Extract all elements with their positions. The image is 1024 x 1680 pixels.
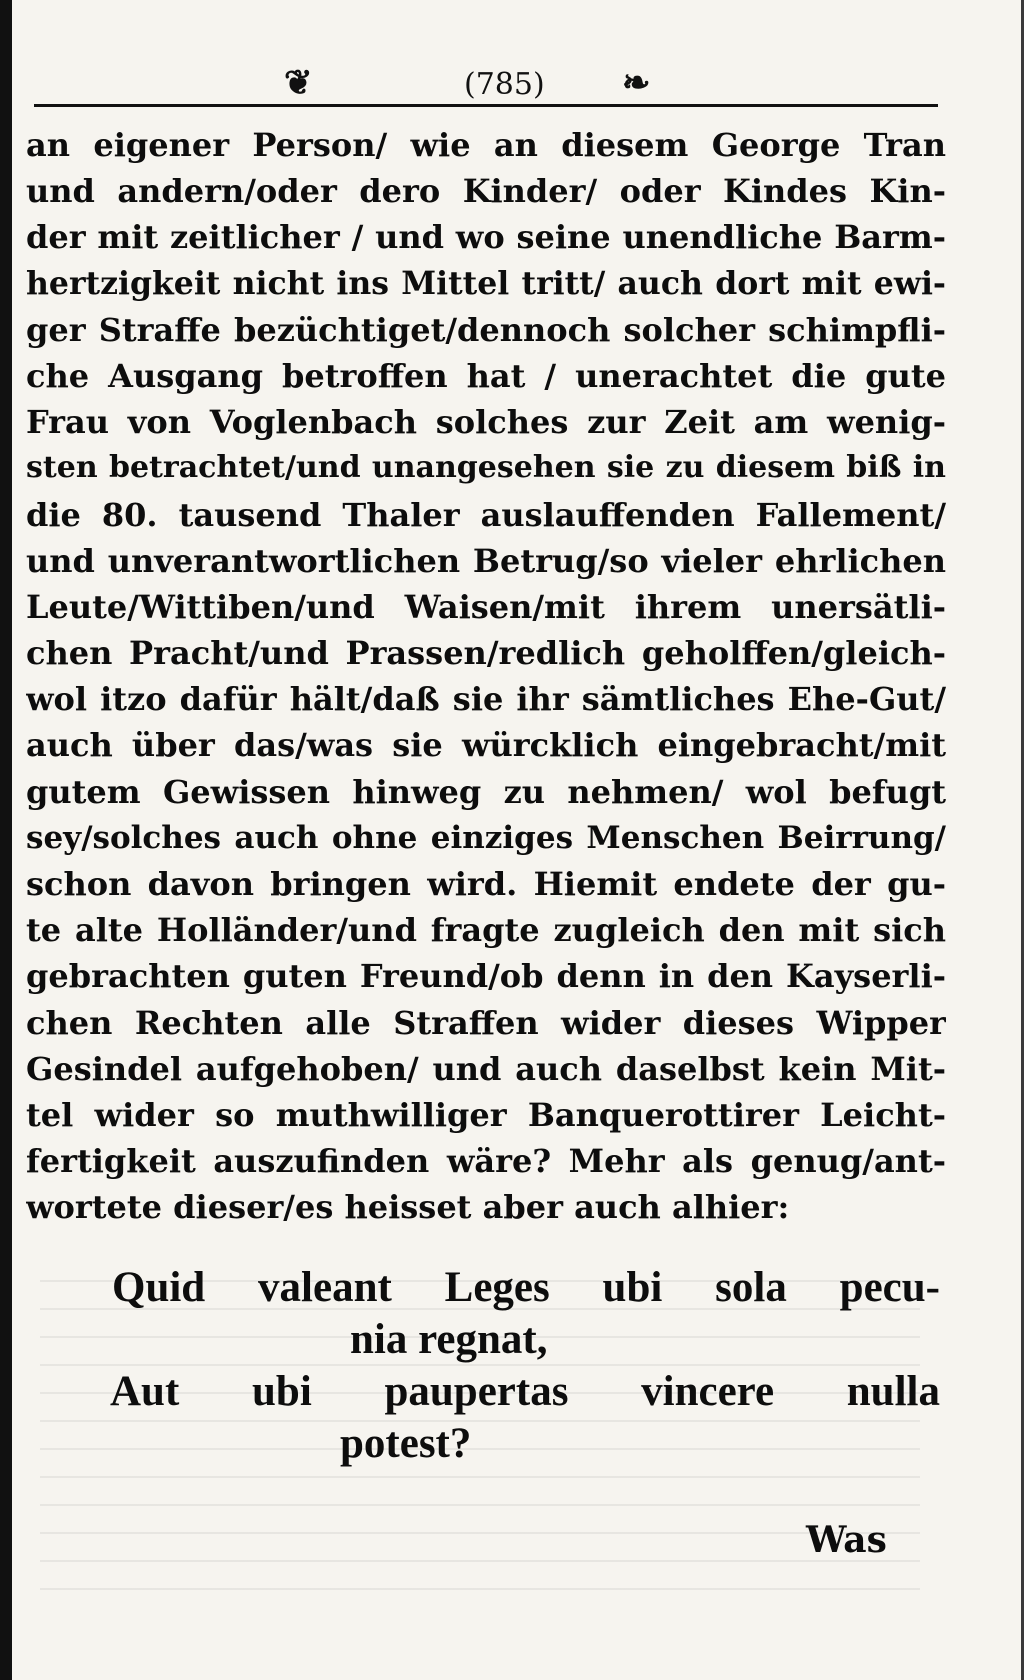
text-line: sten betrachtet/und unangesehen sie zu diesem biß in [26,450,946,486]
text-line: und andern/oder dero Kinder/ oder Kindes Kin- [26,172,946,211]
text-line: die 80. tausend Thaler auslauffenden Fallement/ [26,495,946,534]
text-line: an eigener Person/ wie an diesem George Tran [26,126,946,164]
verse-line: Aut ubi paupertas vincere nulla [110,1368,940,1415]
text-line: fertigkeit auszufinden wäre? Mehr als genug/ant- [26,1142,946,1181]
verse-line: potest? [340,1420,472,1467]
text-line: schon davon bringen wird. Hiemit endete der gu- [26,865,946,903]
verse-line: Quid valeant Leges ubi sola pecu- [112,1264,940,1311]
text-line: wol itzo dafür hält/daß sie ihr sämtliches Ehe-Gut/ [26,680,946,719]
ornament-right-icon: ❧ [622,63,649,103]
text-line: ger Straffe bezüchtiget/dennoch solcher schimpfli- [26,310,946,349]
text-line: hertzigkeit nicht ins Mittel tritt/ auch dort mit ewi- [26,264,946,302]
text-line: chen Pracht/und Prassen/redlich geholffen/gleich- [26,634,946,673]
text-line: Leute/Wittiben/und Waisen/mit ihrem unersätli- [26,587,946,626]
catchword: Was [806,1519,887,1561]
text-line: gebrachten guten Freund/ob denn in den Kayserli- [26,957,946,996]
latin-verse [100,1262,940,1470]
page-number: (785) [464,67,545,102]
text-line: te alte Holländer/und fragte zugleich den mit sich [26,911,946,950]
text-line: gutem Gewissen hinweg zu nehmen/ wol befugt [26,772,946,811]
text-line: der mit zeitlicher / und wo seine unendliche Barm- [26,218,946,257]
text-line: tel wider so muthwilliger Banquerottirer Leicht- [26,1095,946,1134]
text-line: und unverantwortlichen Betrug/so vieler ehrlichen [26,541,946,580]
page-header [34,58,938,108]
ornament-left-icon: ❦ [284,63,311,103]
body-text [26,122,946,1231]
text-line: sey/solches auch ohne einziges Menschen Beirrung/ [26,819,946,856]
text-line: Gesindel aufgehoben/ und auch daselbst kein Mit- [26,1049,946,1088]
text-line: che Ausgang betroffen hat / unerachtet die gute [26,356,946,395]
text-line: chen Rechten alle Straffen wider dieses Wipper [26,1003,946,1042]
verse-line: nia regnat, [350,1316,548,1363]
page-gutter-edge [0,0,12,1680]
text-line: wortete dieser/es heisset aber auch alhier: [26,1188,790,1227]
text-line: Frau von Voglenbach solches zur Zeit am wenig- [26,403,946,442]
text-line: auch über das/was sie würcklich eingebracht/mit [26,726,946,765]
header-rule [34,104,938,107]
